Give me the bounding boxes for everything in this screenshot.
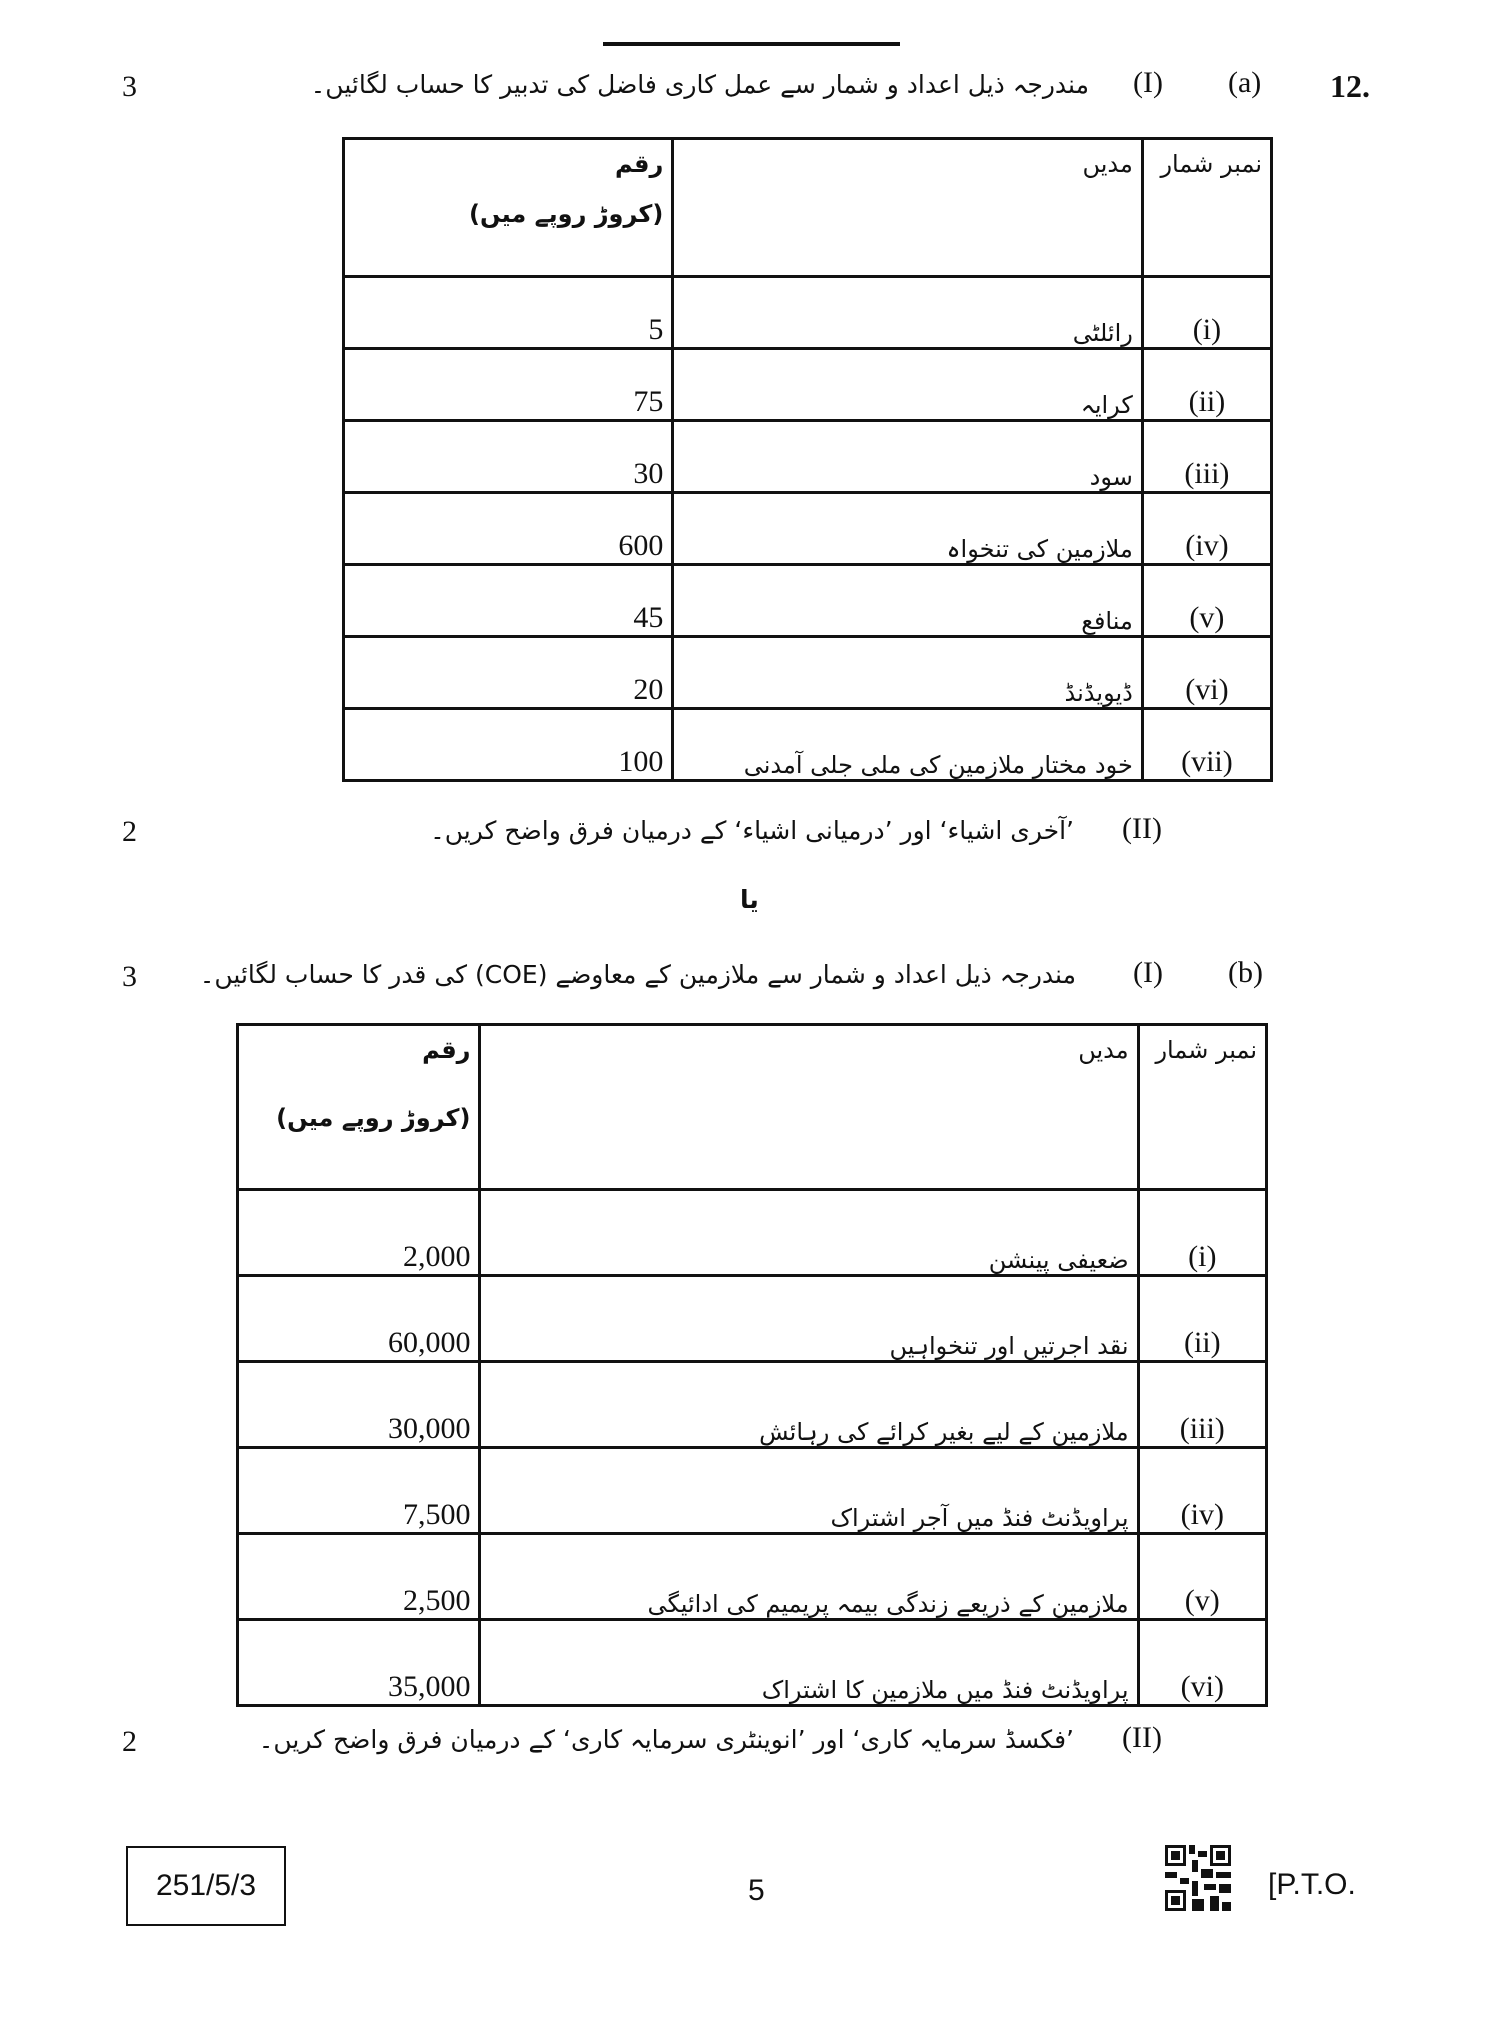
amount-cell: 30,000 — [238, 1362, 480, 1448]
amount-cell: 5 — [344, 277, 673, 349]
marks-b-I: 3 — [122, 960, 137, 993]
question-b-II-text: ’فکسڈ سرمایہ کاری‘ اور ’انوینٹری سرمایہ کاری‘ کے درمیان فرق واضح کریں۔ — [258, 1725, 1074, 1754]
item-cell: ڈیویڈنڈ — [673, 637, 1143, 709]
table-row — [238, 1620, 1267, 1706]
table-row — [238, 1448, 1267, 1534]
marks-a-II: 2 — [122, 815, 137, 848]
item-cell: ملازمین کے لیے بغیر کرائے کی رہائش — [480, 1362, 1138, 1448]
table-row — [238, 1362, 1267, 1448]
table-header-row — [238, 1025, 1267, 1190]
table-row — [344, 421, 1272, 493]
part-a-label: (a) — [1228, 66, 1262, 99]
subpart-II-label-b: (II) — [1122, 1721, 1162, 1754]
sn-cell: (vii) — [1142, 709, 1271, 781]
item-cell: نقد اجرتیں اور تنخواہیں — [480, 1276, 1138, 1362]
header-item: مدیں — [673, 139, 1143, 277]
sn-cell: (iii) — [1142, 421, 1271, 493]
question-number: 12. — [1330, 68, 1370, 104]
table-a — [342, 137, 1273, 782]
item-cell: پراویڈنٹ فنڈ میں آجر اشتراک — [480, 1448, 1138, 1534]
amount-cell: 600 — [344, 493, 673, 565]
sn-cell: (i) — [1142, 277, 1271, 349]
page-number: 5 — [748, 1874, 765, 1907]
header-sn: نمبر شمار — [1138, 1025, 1266, 1190]
item-cell: پراویڈنٹ فنڈ میں ملازمین کا اشتراک — [480, 1620, 1138, 1706]
table-row — [344, 493, 1272, 565]
sn-cell: (ii) — [1138, 1276, 1266, 1362]
part-b-label: (b) — [1228, 956, 1263, 989]
table-b — [236, 1023, 1268, 1707]
item-cell: خود مختار ملازمین کی ملی جلی آمدنی — [673, 709, 1143, 781]
sn-cell: (iv) — [1142, 493, 1271, 565]
amount-cell: 75 — [344, 349, 673, 421]
table-row — [344, 277, 1272, 349]
item-cell: رائلٹی — [673, 277, 1143, 349]
header-item: مدیں — [480, 1025, 1138, 1190]
subpart-II-label: (II) — [1122, 812, 1162, 845]
please-turn-over: [P.T.O. — [1268, 1868, 1356, 1901]
table-row — [238, 1276, 1267, 1362]
sn-cell: (vi) — [1142, 637, 1271, 709]
sn-cell: (v) — [1138, 1534, 1266, 1620]
table-row — [344, 565, 1272, 637]
amount-cell: 20 — [344, 637, 673, 709]
subpart-I-label: (I) — [1133, 66, 1163, 99]
paper-code: 251/5/3 — [126, 1846, 286, 1926]
table-row — [344, 637, 1272, 709]
question-a-I-text: مندرجہ ذیل اعداد و شمار سے عمل کاری فاضل کی تدبیر کا حساب لگائیں۔ — [310, 70, 1089, 99]
amount-cell: 60,000 — [238, 1276, 480, 1362]
sn-cell: (vi) — [1138, 1620, 1266, 1706]
marks-a-I: 3 — [122, 70, 137, 103]
header-amount: رقم (کروڑ روپے میں) — [344, 139, 673, 277]
sn-cell: (ii) — [1142, 349, 1271, 421]
header-amount: رقم (کروڑ روپے میں) — [238, 1025, 480, 1190]
amount-cell: 35,000 — [238, 1620, 480, 1706]
amount-cell: 2,000 — [238, 1190, 480, 1276]
header-sn: نمبر شمار — [1142, 139, 1271, 277]
subpart-I-label-b: (I) — [1133, 956, 1163, 989]
qr-code-icon — [1165, 1845, 1231, 1911]
amount-cell: 100 — [344, 709, 673, 781]
or-separator: یا — [740, 885, 759, 914]
item-cell: ضعیفی پینشن — [480, 1190, 1138, 1276]
item-cell: ملازمین کے ذریعے زندگی بیمہ پریمیم کی ادائیگی — [480, 1534, 1138, 1620]
table-row — [344, 709, 1272, 781]
item-cell: سود — [673, 421, 1143, 493]
question-b-I-text: مندرجہ ذیل اعداد و شمار سے ملازمین کے معاوضے (COE) کی قدر کا حساب لگائیں۔ — [199, 960, 1076, 989]
amount-cell: 7,500 — [238, 1448, 480, 1534]
amount-cell: 30 — [344, 421, 673, 493]
table-row — [238, 1190, 1267, 1276]
sn-cell: (iv) — [1138, 1448, 1266, 1534]
sn-cell: (i) — [1138, 1190, 1266, 1276]
table-row — [238, 1534, 1267, 1620]
marks-b-II: 2 — [122, 1725, 137, 1758]
sn-cell: (iii) — [1138, 1362, 1266, 1448]
item-cell: منافع — [673, 565, 1143, 637]
table-row — [344, 349, 1272, 421]
amount-cell: 2,500 — [238, 1534, 480, 1620]
question-a-II-text: ’آخری اشیاء‘ اور ’درمیانی اشیاء‘ کے درمیان فرق واضح کریں۔ — [430, 816, 1074, 845]
item-cell: کرایہ — [673, 349, 1143, 421]
item-cell: ملازمین کی تنخواہ — [673, 493, 1143, 565]
amount-cell: 45 — [344, 565, 673, 637]
top-rule — [603, 42, 900, 46]
table-header-row — [344, 139, 1272, 277]
sn-cell: (v) — [1142, 565, 1271, 637]
